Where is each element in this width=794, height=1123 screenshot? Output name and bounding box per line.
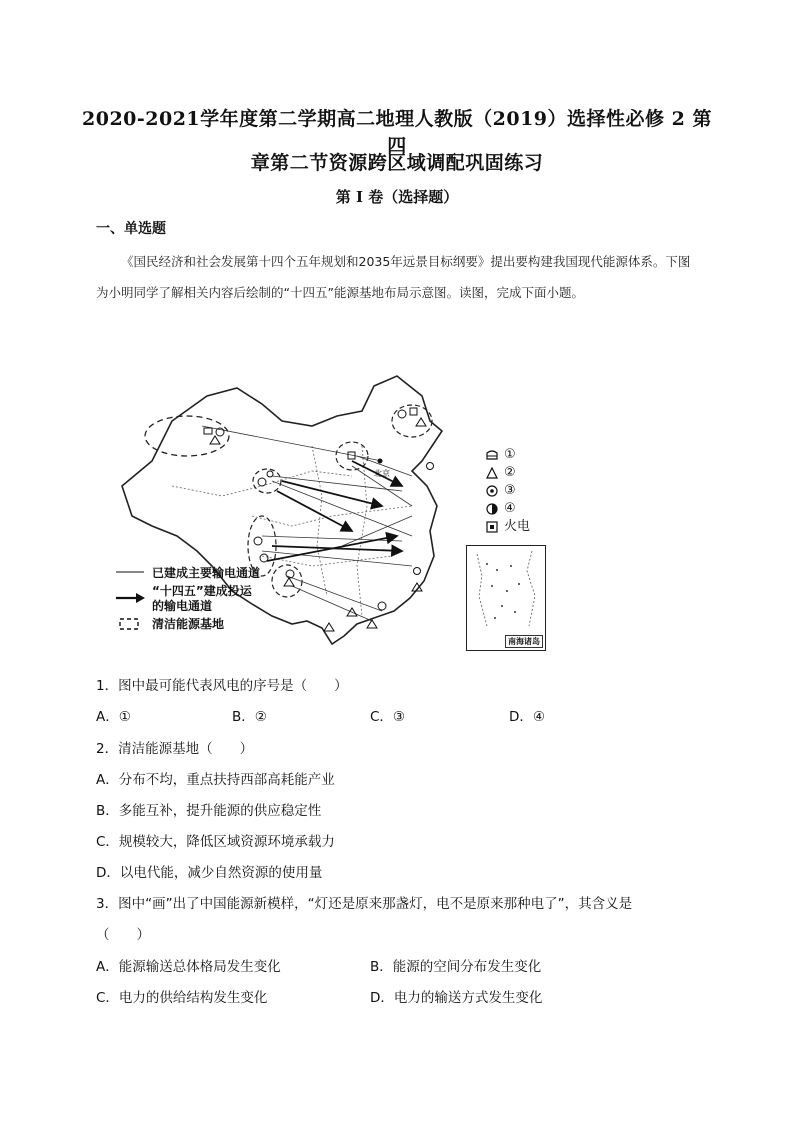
legend-label: ④ <box>504 501 516 516</box>
q2-option-b: B．多能互补，提升能源的供应稳定性 <box>96 803 322 819</box>
q1-option-c: C．③ <box>370 709 406 725</box>
legend-label: ② <box>504 465 516 480</box>
q3-option-b: B．能源的空间分布发生变化 <box>370 959 542 975</box>
intro-paragraph: 《国民经济和社会发展第十四个五年规划和2035年远景目标纲要》提出要构建我国现代能源体系。下图为小明同学了解相关内容后绘制的“十四五”能源基地布局示意图。读图，完成下面小题。 <box>96 254 691 300</box>
half-rect-icon <box>486 449 498 461</box>
inset-label: 南海诸岛 <box>505 635 543 648</box>
legend-item-2 <box>486 464 530 482</box>
city-label-beijing: 北京 <box>374 469 390 478</box>
legend-label: ③ <box>504 483 516 498</box>
question-2-stem: 2．清洁能源基地（ ） <box>96 741 254 757</box>
question-3-stem: 3．图中“画”出了中国能源新模样，“灯还是原来那盏灯，电不是原来那种电了”，其含义是 <box>96 896 633 912</box>
q1-option-b: B．② <box>232 709 267 725</box>
question-3-stem-cont: （ ） <box>96 927 150 943</box>
legend-line-label: “十四五”建成投运 的输电通道 <box>152 584 252 613</box>
q3-option-a: A．能源输送总体格局发生变化 <box>96 959 281 975</box>
legend-item-3 <box>486 482 530 500</box>
legend-label: 火电 <box>504 519 531 534</box>
legend-item-4 <box>486 500 530 518</box>
legend-line-existing <box>116 566 260 581</box>
map-line-legend <box>116 566 260 635</box>
volume-heading: 第 I 卷（选择题） <box>335 188 459 206</box>
q3-option-c: C．电力的供给结构发生变化 <box>96 990 268 1006</box>
legend-line-label: 已建成主要输电通道 <box>152 566 261 580</box>
legend-line-base <box>116 617 260 632</box>
question-1-stem: 1．图中最可能代表风电的序号是（ ） <box>96 678 348 694</box>
thick-arrow-icon <box>116 584 146 614</box>
legend-item-5 <box>486 518 530 536</box>
q2-option-c: C．规模较大，降低区域资源环境承载力 <box>96 834 335 850</box>
triangle-icon <box>486 467 498 479</box>
q2-option-a: A．分布不均，重点扶持西部高耗能产业 <box>96 772 335 788</box>
thin-line-icon <box>116 566 146 578</box>
section-heading: 一、单选题 <box>96 221 166 237</box>
q1-option-d: D．④ <box>509 709 545 725</box>
legend-line-label: 清洁能源基地 <box>152 617 225 631</box>
map-symbol-legend <box>486 446 530 536</box>
q2-option-d: D．以电代能，减少自然资源的使用量 <box>96 865 323 881</box>
south-china-sea-inset <box>466 545 546 651</box>
q1-option-a: A．① <box>96 709 131 725</box>
dashed-box-icon <box>116 617 146 631</box>
legend-line-new <box>116 584 260 614</box>
circle-dot-icon <box>486 485 498 497</box>
document-title-line-2: 章第二节资源跨区域调配巩固练习 <box>250 152 544 174</box>
legend-label: ① <box>504 447 516 462</box>
circle-half-icon <box>486 503 498 515</box>
square-icon <box>486 521 498 533</box>
q3-option-d: D．电力的输送方式发生变化 <box>370 990 543 1006</box>
document-title-line-1: 2020-2021学年度第二学期高二地理人教版（2019）选择性必修 2 第四 <box>82 108 712 157</box>
legend-item-1 <box>486 446 530 464</box>
